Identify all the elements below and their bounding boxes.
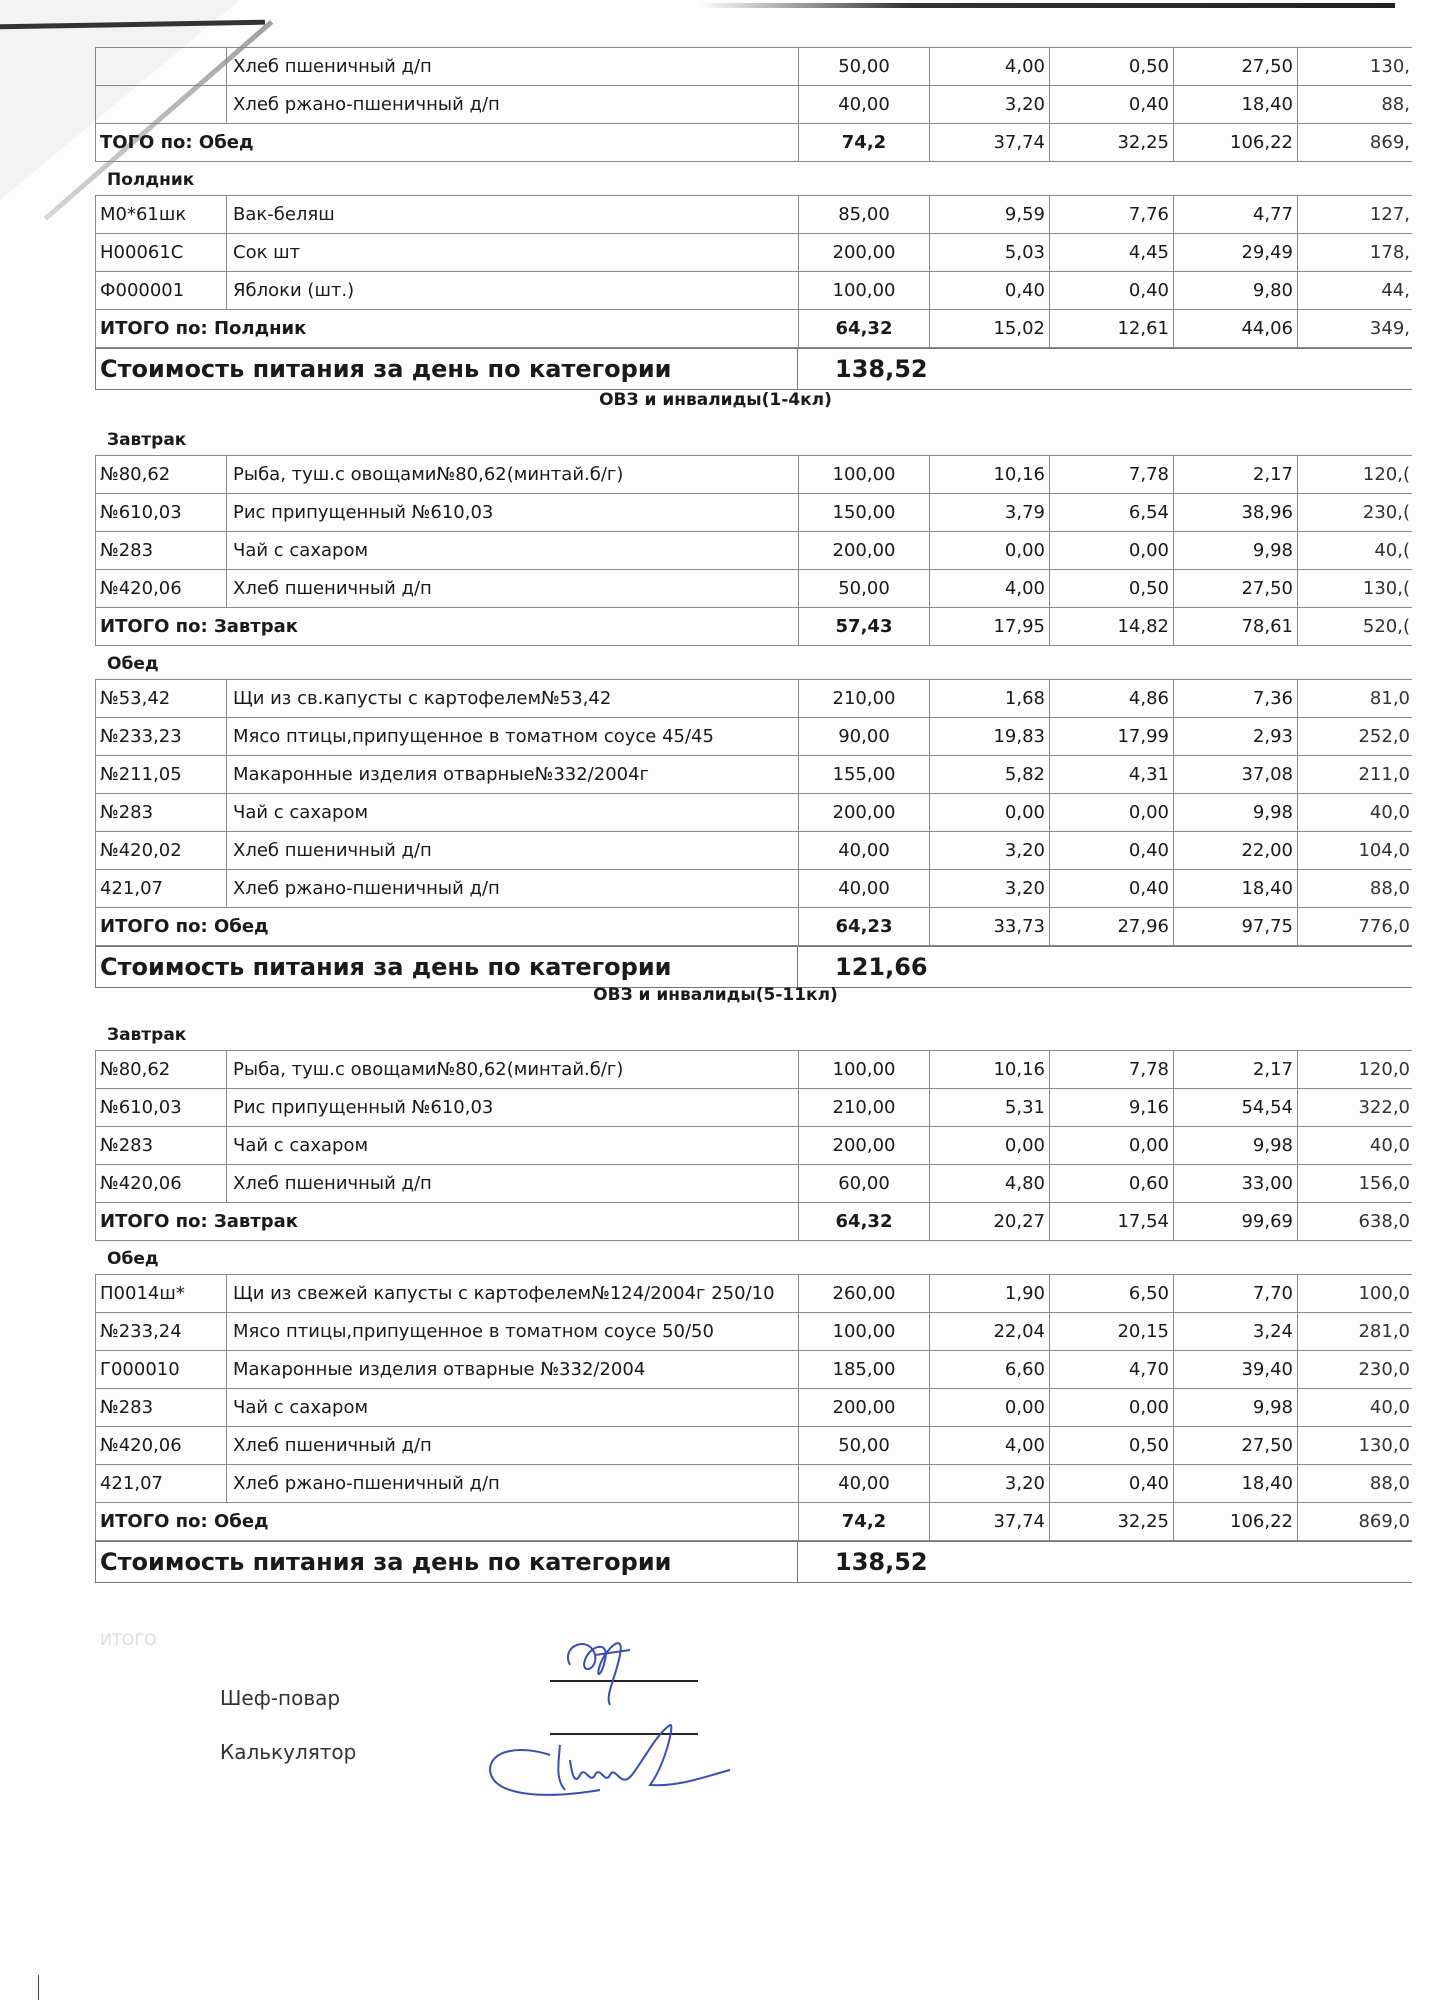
total-row — [95, 1202, 1412, 1241]
dish-protein: 3,20 — [929, 1465, 1049, 1502]
total-fat: 14,82 — [1049, 608, 1173, 645]
table-row — [95, 831, 1412, 869]
total-weight: 64,32 — [798, 310, 929, 347]
daily-cost-value: 121,66 — [835, 953, 928, 981]
dish-energy: 104,0 — [1358, 840, 1410, 861]
dish-energy: 88,0 — [1369, 1473, 1410, 1494]
dish-fat: 7,78 — [1049, 1051, 1173, 1088]
dish-weight: 60,00 — [798, 1165, 929, 1202]
dish-code: №233,23 — [95, 718, 226, 755]
dish-code: №80,62 — [95, 456, 226, 493]
dish-weight: 150,00 — [798, 494, 929, 531]
dish-energy: 81,0 — [1369, 688, 1410, 709]
top-partial-section — [95, 47, 1412, 390]
dish-code — [95, 48, 226, 85]
dish-code: №233,24 — [95, 1313, 226, 1350]
dish-energy: 178, — [1369, 242, 1410, 263]
dish-carbs: 54,54 — [1173, 1089, 1298, 1126]
dish-fat: 7,78 — [1049, 456, 1173, 493]
dish-protein: 0,00 — [929, 532, 1049, 569]
dish-weight: 100,00 — [798, 456, 929, 493]
dish-name: Рис припущенный №610,03 — [226, 494, 798, 531]
dish-carbs: 37,08 — [1173, 756, 1298, 793]
total-protein: 33,73 — [929, 908, 1049, 945]
table-row — [95, 1350, 1412, 1388]
dish-name: Чай с сахаром — [226, 1127, 798, 1164]
dish-weight: 200,00 — [798, 794, 929, 831]
dish-name: Макаронные изделия отварные№332/2004г — [226, 756, 798, 793]
category-5-11-section — [95, 1017, 1412, 1583]
dish-protein: 0,00 — [929, 1389, 1049, 1426]
total-weight: 57,43 — [798, 608, 929, 645]
dish-carbs: 2,17 — [1173, 1051, 1298, 1088]
total-row — [95, 907, 1412, 946]
dish-weight: 90,00 — [798, 718, 929, 755]
category-title-5-11: ОВЗ и инвалиды(5-11кл) — [593, 985, 838, 1005]
dish-name: Хлеб пшеничный д/п — [226, 48, 798, 85]
total-row — [95, 607, 1412, 646]
page-top-edge — [700, 3, 1395, 8]
dish-carbs: 9,98 — [1173, 794, 1298, 831]
dish-protein: 4,00 — [929, 570, 1049, 607]
dish-carbs: 2,17 — [1173, 456, 1298, 493]
dish-code: №283 — [95, 1389, 226, 1426]
dish-energy: 156,0 — [1358, 1173, 1410, 1194]
dish-name: Хлеб пшеничный д/п — [226, 1427, 798, 1464]
meal-title: Завтрак — [107, 430, 187, 450]
dish-fat: 0,50 — [1049, 570, 1173, 607]
dish-energy: 130,( — [1362, 578, 1410, 599]
dish-fat: 0,40 — [1049, 832, 1173, 869]
dish-weight: 260,00 — [798, 1275, 929, 1312]
dish-carbs: 7,70 — [1173, 1275, 1298, 1312]
table-row — [95, 1164, 1412, 1202]
dish-name: Чай с сахаром — [226, 1389, 798, 1426]
total-carbs: 106,22 — [1173, 124, 1298, 161]
table-row — [95, 569, 1412, 607]
daily-cost-row — [95, 946, 1412, 988]
category-1-4-section — [95, 422, 1412, 988]
dish-protein: 4,00 — [929, 1427, 1049, 1464]
dish-name: Вак-беляш — [226, 196, 798, 233]
table-row — [95, 195, 1412, 233]
dish-code: П0014ш* — [95, 1275, 226, 1312]
dish-protein: 22,04 — [929, 1313, 1049, 1350]
dish-energy: 120,( — [1362, 464, 1410, 485]
dish-name: Рыба, туш.с овощами№80,62(минтай.б/г) — [226, 1051, 798, 1088]
dish-code: №211,05 — [95, 756, 226, 793]
total-fat: 32,25 — [1049, 1503, 1173, 1540]
dish-energy: 130, — [1369, 56, 1410, 77]
dish-fat: 0,40 — [1049, 1465, 1173, 1502]
dish-carbs: 9,98 — [1173, 1389, 1298, 1426]
total-fat: 32,25 — [1049, 124, 1173, 161]
dish-code: №420,06 — [95, 570, 226, 607]
daily-cost-value: 138,52 — [835, 355, 928, 383]
dish-code: №53,42 — [95, 680, 226, 717]
dish-energy: 130,0 — [1358, 1435, 1410, 1456]
chef-signature — [540, 1625, 690, 1725]
dish-weight: 100,00 — [798, 1051, 929, 1088]
dish-protein: 6,60 — [929, 1351, 1049, 1388]
dish-fat: 4,45 — [1049, 234, 1173, 271]
bleed-through-text: ИТОГО — [100, 1630, 157, 1649]
dish-carbs: 18,40 — [1173, 1465, 1298, 1502]
table-row — [95, 717, 1412, 755]
dish-protein: 1,68 — [929, 680, 1049, 717]
total-protein: 20,27 — [929, 1203, 1049, 1240]
dish-weight: 40,00 — [798, 86, 929, 123]
calculator-label: Калькулятор — [220, 1740, 357, 1764]
dish-fat: 7,76 — [1049, 196, 1173, 233]
daily-cost-value: 138,52 — [835, 1548, 928, 1576]
table-row — [95, 455, 1412, 493]
dish-weight: 200,00 — [798, 234, 929, 271]
total-carbs: 44,06 — [1173, 310, 1298, 347]
dish-weight: 200,00 — [798, 1389, 929, 1426]
dish-weight: 40,00 — [798, 832, 929, 869]
table-row — [95, 493, 1412, 531]
table-row — [95, 1050, 1412, 1088]
dish-fat: 0,50 — [1049, 1427, 1173, 1464]
total-label: ИТОГО по: Обед — [95, 908, 798, 945]
calculator-signature — [480, 1715, 740, 1815]
total-weight: 74,2 — [798, 124, 929, 161]
dish-code: №283 — [95, 532, 226, 569]
dish-name: Щи из свежей капусты с картофелем№124/2004г 250/10 — [226, 1275, 798, 1312]
dish-weight: 50,00 — [798, 1427, 929, 1464]
dish-fat: 0,00 — [1049, 1389, 1173, 1426]
dish-code: Г000010 — [95, 1351, 226, 1388]
dish-code: 421,07 — [95, 870, 226, 907]
total-protein: 17,95 — [929, 608, 1049, 645]
dish-name: Макаронные изделия отварные №332/2004 — [226, 1351, 798, 1388]
table-row — [95, 271, 1412, 309]
dish-fat: 0,00 — [1049, 794, 1173, 831]
dish-weight: 40,00 — [798, 870, 929, 907]
total-energy: 349, — [1369, 318, 1410, 339]
dish-fat: 4,70 — [1049, 1351, 1173, 1388]
dish-name: Хлеб ржано-пшеничный д/п — [226, 1465, 798, 1502]
total-carbs: 99,69 — [1173, 1203, 1298, 1240]
dish-carbs: 22,00 — [1173, 832, 1298, 869]
total-weight: 64,32 — [798, 1203, 929, 1240]
dish-carbs: 2,93 — [1173, 718, 1298, 755]
dish-code: М0*61шк — [95, 196, 226, 233]
total-protein: 15,02 — [929, 310, 1049, 347]
dish-weight: 200,00 — [798, 1127, 929, 1164]
total-carbs: 97,75 — [1173, 908, 1298, 945]
total-carbs: 78,61 — [1173, 608, 1298, 645]
chef-label: Шеф-повар — [220, 1686, 341, 1710]
dish-fat: 4,86 — [1049, 680, 1173, 717]
dish-energy: 281,0 — [1358, 1321, 1410, 1342]
dish-code: №80,62 — [95, 1051, 226, 1088]
dish-weight: 210,00 — [798, 1089, 929, 1126]
table-row — [95, 233, 1412, 271]
total-energy: 638,0 — [1358, 1211, 1410, 1232]
daily-cost-label: Стоимость питания за день по категории — [95, 1542, 798, 1582]
dish-code: №283 — [95, 794, 226, 831]
dish-name: Мясо птицы,припущенное в томатном соусе 50/50 — [226, 1313, 798, 1350]
dish-energy: 230,( — [1362, 502, 1410, 523]
dish-fat: 20,15 — [1049, 1313, 1173, 1350]
table-row — [95, 85, 1412, 123]
dish-protein: 9,59 — [929, 196, 1049, 233]
table-row — [95, 1464, 1412, 1502]
dish-protein: 3,79 — [929, 494, 1049, 531]
dish-code — [95, 86, 226, 123]
dish-fat: 17,99 — [1049, 718, 1173, 755]
dish-carbs: 27,50 — [1173, 570, 1298, 607]
dish-weight: 200,00 — [798, 532, 929, 569]
total-label: ИТОГО по: Обед — [95, 1503, 798, 1540]
dish-fat: 6,50 — [1049, 1275, 1173, 1312]
dish-carbs: 9,98 — [1173, 1127, 1298, 1164]
dish-fat: 9,16 — [1049, 1089, 1173, 1126]
dish-protein: 0,40 — [929, 272, 1049, 309]
margin-mark — [38, 1975, 39, 2000]
total-carbs: 106,22 — [1173, 1503, 1298, 1540]
dish-name: Рис припущенный №610,03 — [226, 1089, 798, 1126]
dish-protein: 4,00 — [929, 48, 1049, 85]
dish-weight: 100,00 — [798, 272, 929, 309]
dish-fat: 0,00 — [1049, 1127, 1173, 1164]
dish-name: Яблоки (шт.) — [226, 272, 798, 309]
dish-weight: 50,00 — [798, 48, 929, 85]
total-energy: 520,( — [1362, 616, 1410, 637]
dish-weight: 85,00 — [798, 196, 929, 233]
dish-name: Щи из св.капусты с картофелем№53,42 — [226, 680, 798, 717]
dish-code: 421,07 — [95, 1465, 226, 1502]
dish-fat: 0,40 — [1049, 870, 1173, 907]
table-row — [95, 755, 1412, 793]
dish-code: №420,06 — [95, 1427, 226, 1464]
total-energy: 776,0 — [1358, 916, 1410, 937]
dish-energy: 252,0 — [1358, 726, 1410, 747]
table-row — [95, 1126, 1412, 1164]
dish-name: Хлеб ржано-пшеничный д/п — [226, 86, 798, 123]
dish-energy: 211,0 — [1358, 764, 1410, 785]
dish-code: №610,03 — [95, 1089, 226, 1126]
dish-energy: 40,( — [1374, 540, 1410, 561]
dish-energy: 120,0 — [1358, 1059, 1410, 1080]
dish-fat: 0,00 — [1049, 532, 1173, 569]
table-row — [95, 1388, 1412, 1426]
dish-code: Н00061С — [95, 234, 226, 271]
dish-carbs: 4,77 — [1173, 196, 1298, 233]
dish-protein: 0,00 — [929, 794, 1049, 831]
total-energy: 869,0 — [1358, 1511, 1410, 1532]
dish-code: №420,06 — [95, 1165, 226, 1202]
dish-name: Хлеб ржано-пшеничный д/п — [226, 870, 798, 907]
dish-protein: 5,82 — [929, 756, 1049, 793]
dish-energy: 44, — [1381, 280, 1410, 301]
dish-code: Ф000001 — [95, 272, 226, 309]
total-fat: 17,54 — [1049, 1203, 1173, 1240]
dish-carbs: 29,49 — [1173, 234, 1298, 271]
category-title-1-4: ОВЗ и инвалиды(1-4кл) — [599, 390, 832, 410]
dish-carbs: 27,50 — [1173, 1427, 1298, 1464]
dish-name: Сок шт — [226, 234, 798, 271]
daily-cost-row — [95, 348, 1412, 390]
dish-energy: 40,0 — [1369, 1135, 1410, 1156]
dish-protein: 1,90 — [929, 1275, 1049, 1312]
total-weight: 64,23 — [798, 908, 929, 945]
total-label: ИТОГО по: Завтрак — [95, 1203, 798, 1240]
dish-name: Мясо птицы,припущенное в томатном соусе 45/45 — [226, 718, 798, 755]
dish-fat: 6,54 — [1049, 494, 1173, 531]
dish-name: Чай с сахаром — [226, 794, 798, 831]
dish-energy: 322,0 — [1358, 1097, 1410, 1118]
dish-fat: 0,40 — [1049, 86, 1173, 123]
dish-carbs: 18,40 — [1173, 870, 1298, 907]
meal-title: Полдник — [107, 170, 195, 190]
dish-energy: 127, — [1369, 204, 1410, 225]
dish-carbs: 39,40 — [1173, 1351, 1298, 1388]
table-row — [95, 1088, 1412, 1126]
table-row — [95, 1426, 1412, 1464]
dish-name: Хлеб пшеничный д/п — [226, 832, 798, 869]
dish-fat: 0,50 — [1049, 48, 1173, 85]
dish-weight: 185,00 — [798, 1351, 929, 1388]
dish-protein: 19,83 — [929, 718, 1049, 755]
total-protein: 37,74 — [929, 124, 1049, 161]
dish-protein: 5,31 — [929, 1089, 1049, 1126]
dish-carbs: 7,36 — [1173, 680, 1298, 717]
dish-name: Чай с сахаром — [226, 532, 798, 569]
meal-title: Завтрак — [107, 1025, 187, 1045]
total-fat: 27,96 — [1049, 908, 1173, 945]
total-row — [95, 309, 1412, 348]
daily-cost-row — [95, 1541, 1412, 1583]
daily-cost-label: Стоимость питания за день по категории — [95, 349, 798, 389]
dish-protein: 3,20 — [929, 832, 1049, 869]
table-row — [95, 869, 1412, 907]
dish-carbs: 9,98 — [1173, 532, 1298, 569]
dish-carbs: 3,24 — [1173, 1313, 1298, 1350]
dish-code: №610,03 — [95, 494, 226, 531]
total-row — [95, 123, 1412, 162]
daily-cost-label: Стоимость питания за день по категории — [95, 947, 798, 987]
dish-fat: 4,31 — [1049, 756, 1173, 793]
dish-name: Хлеб пшеничный д/п — [226, 1165, 798, 1202]
dish-energy: 88, — [1381, 94, 1410, 115]
total-row — [95, 1502, 1412, 1541]
dish-carbs: 18,40 — [1173, 86, 1298, 123]
dish-code: №283 — [95, 1127, 226, 1164]
dish-carbs: 27,50 — [1173, 48, 1298, 85]
meal-title: Обед — [107, 654, 159, 674]
table-row — [95, 679, 1412, 717]
dish-fat: 0,60 — [1049, 1165, 1173, 1202]
table-row — [95, 793, 1412, 831]
table-row — [95, 531, 1412, 569]
dish-carbs: 38,96 — [1173, 494, 1298, 531]
total-label: ИТОГО по: Завтрак — [95, 608, 798, 645]
dish-energy: 40,0 — [1369, 802, 1410, 823]
dish-carbs: 33,00 — [1173, 1165, 1298, 1202]
dish-protein: 3,20 — [929, 86, 1049, 123]
dish-weight: 50,00 — [798, 570, 929, 607]
table-row — [95, 1274, 1412, 1312]
dish-protein: 0,00 — [929, 1127, 1049, 1164]
total-label: ИТОГО по: Полдник — [95, 310, 798, 347]
dish-protein: 4,80 — [929, 1165, 1049, 1202]
dish-protein: 10,16 — [929, 1051, 1049, 1088]
dish-carbs: 9,80 — [1173, 272, 1298, 309]
dish-fat: 0,40 — [1049, 272, 1173, 309]
dish-weight: 155,00 — [798, 756, 929, 793]
dish-energy: 88,0 — [1369, 878, 1410, 899]
total-weight: 74,2 — [798, 1503, 929, 1540]
dish-name: Хлеб пшеничный д/п — [226, 570, 798, 607]
dish-weight: 40,00 — [798, 1465, 929, 1502]
table-row — [95, 47, 1412, 85]
dish-protein: 5,03 — [929, 234, 1049, 271]
total-fat: 12,61 — [1049, 310, 1173, 347]
total-protein: 37,74 — [929, 1503, 1049, 1540]
meal-title: Обед — [107, 1249, 159, 1269]
dish-protein: 3,20 — [929, 870, 1049, 907]
dish-weight: 100,00 — [798, 1313, 929, 1350]
dish-code: №420,02 — [95, 832, 226, 869]
table-row — [95, 1312, 1412, 1350]
dish-weight: 210,00 — [798, 680, 929, 717]
dish-name: Рыба, туш.с овощами№80,62(минтай.б/г) — [226, 456, 798, 493]
total-label: ТОГО по: Обед — [95, 124, 798, 161]
dish-energy: 100,0 — [1358, 1283, 1410, 1304]
dish-energy: 230,0 — [1358, 1359, 1410, 1380]
dish-energy: 40,0 — [1369, 1397, 1410, 1418]
total-energy: 869, — [1369, 132, 1410, 153]
dish-protein: 10,16 — [929, 456, 1049, 493]
